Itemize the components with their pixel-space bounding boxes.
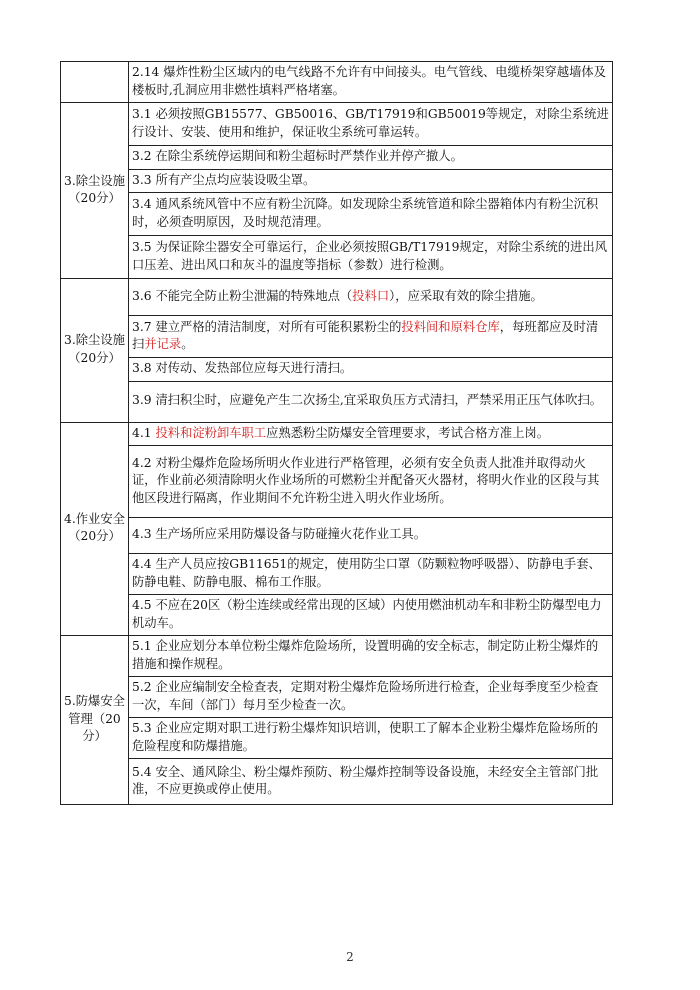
requirement-cell <box>129 279 613 316</box>
requirement-text: 5.1 企业应划分本单位粉尘爆炸危险场所，设置明确的安全标志，制定防止粉尘爆炸的措施和操作规程。 <box>132 639 599 671</box>
requirement-text: 3.6 不能完全防止粉尘泄漏的特殊地点（ <box>132 288 353 303</box>
requirement-cell <box>129 103 613 146</box>
table-row <box>61 169 613 193</box>
highlighted-text: 投料和淀粉卸车职工 <box>155 425 267 440</box>
requirement-text: 3.4 通风系统风管中不应有粉尘沉降。如发现除尘系统管道和除尘器箱体内有粉尘沉积时，必须查明原因，及时规范清理。 <box>132 197 599 229</box>
requirement-cell <box>129 422 613 446</box>
category-cell: 5.防爆安全管理（20分） <box>61 636 129 805</box>
requirement-text: 。 <box>181 337 194 351</box>
table-row <box>61 279 613 316</box>
requirement-cell <box>129 146 613 170</box>
table-row <box>61 193 613 236</box>
inspection-table <box>60 61 613 805</box>
requirement-text: 3.1 必须按照GB15577、GB50016、GB/T17919和GB50019等规定，对除尘系统进行设计、安装、使用和维护，保证收尘系统可靠运转。 <box>132 107 609 139</box>
category-cell: 4.作业安全（20分） <box>61 422 129 636</box>
table-row <box>61 381 613 422</box>
requirement-cell <box>129 718 613 759</box>
requirement-cell <box>129 62 613 103</box>
highlighted-text: 并记录 <box>144 337 182 351</box>
table-row <box>61 759 613 805</box>
page-number: 2 <box>346 950 354 964</box>
requirement-text: 4.3 生产场所应采用防爆设备与防碰撞火花作业工具。 <box>132 527 426 542</box>
requirement-text: 5.2 企业应编制安全检查表，定期对粉尘爆炸危险场所进行检查，企业每季度至少检查一次，车间（部门）每月至少检查一次。 <box>132 680 599 712</box>
highlighted-text: 投料间和原料仓库 <box>401 319 500 334</box>
requirement-text: 2.14 爆炸性粉尘区域内的电气线路不允许有中间接头。电气管线、电缆桥架穿越墙体及楼板时,孔洞应用非燃性填料严格堵塞。 <box>132 65 606 97</box>
requirement-cell <box>129 677 613 718</box>
requirement-text: 3.3 所有产尘点均应装设吸尘罩。 <box>132 172 316 187</box>
table-row <box>61 677 613 718</box>
requirement-text: 5.4 安全、通风除尘、粉尘爆炸预防、粉尘爆炸控制等设备设施，未经安全主管部门批准，不应更换或停止使用。 <box>132 764 599 796</box>
requirement-text: 应熟悉粉尘防爆安全管理要求，考试合格方准上岗。 <box>266 425 549 440</box>
requirement-text: 4.2 对粉尘爆炸危险场所明火作业进行严格管理，必须有安全负责人批准并取得动火证，作业前必须清除明火作业场所的可燃粉尘并配备灭火器材，将明火作业的区段与其他区段进行隔离，作业期间不允许粉尘进入明火作业场所。 <box>132 455 600 505</box>
requirement-text: ），应采取有效的除尘措施。 <box>389 288 543 303</box>
requirement-text: 4.5 不应在20区（粉尘连续或经常出现的区域）内使用燃油机动车和非粉尘防爆型电力机动车。 <box>132 598 602 630</box>
requirement-cell <box>129 358 613 382</box>
requirement-cell <box>129 316 613 358</box>
table-row <box>61 316 613 358</box>
inspection-table-container <box>60 61 613 805</box>
table-row <box>61 554 613 595</box>
table-row <box>61 236 613 279</box>
table-row <box>61 636 613 677</box>
table-row <box>61 62 613 103</box>
requirement-text: 4.4 生产人员应按GB11651的规定，使用防尘口罩（防颗粒物呼吸器）、防静电手套、防静电鞋、防静电服、棉布工作服。 <box>132 557 601 589</box>
requirement-cell <box>129 554 613 595</box>
requirement-cell <box>129 759 613 805</box>
category-cell: 3.除尘设施（20分） <box>61 103 129 279</box>
category-cell: 3.除尘设施（20分） <box>61 279 129 423</box>
table-row <box>61 595 613 636</box>
inspection-table-body <box>61 62 613 805</box>
requirement-cell <box>129 595 613 636</box>
table-row <box>61 358 613 382</box>
table-row <box>61 446 613 518</box>
table-row <box>61 422 613 446</box>
requirement-text: 3.9 清扫积尘时，应避免产生二次扬尘,宜采取负压方式清扫，严禁采用正压气体吹扫。 <box>132 393 603 408</box>
requirement-cell <box>129 193 613 236</box>
requirement-cell <box>129 636 613 677</box>
requirement-cell <box>129 236 613 279</box>
table-row <box>61 103 613 146</box>
requirement-text: 3.8 对传动、发热部位应每天进行清扫。 <box>132 361 353 375</box>
table-row <box>61 718 613 759</box>
requirement-text: 4.1 <box>132 425 156 440</box>
category-cell <box>61 62 129 103</box>
requirement-cell <box>129 169 613 193</box>
requirement-cell <box>129 381 613 422</box>
requirement-text: 3.2 在除尘系统停运期间和粉尘超标时严禁作业并停产撤人。 <box>132 149 463 163</box>
requirement-text: 3.5 为保证除尘器安全可靠运行，企业必须按照GB/T17919规定，对除尘系统的进出风口压差、进出风口和灰斗的温度等指标（参数）进行检测。 <box>132 240 607 272</box>
highlighted-text: 投料口 <box>352 288 390 303</box>
table-row <box>61 146 613 170</box>
requirement-cell <box>129 446 613 518</box>
requirement-cell <box>129 518 613 554</box>
requirement-text: 5.3 企业应定期对职工进行粉尘爆炸知识培训，使职工了解本企业粉尘爆炸危险场所的危险程度和防爆措施。 <box>132 721 599 753</box>
requirement-text: 3.7 建立严格的清洁制度，对所有可能积累粉尘的 <box>132 319 402 334</box>
table-row <box>61 518 613 554</box>
requirement-text: ，每班都应及时清扫 <box>132 319 599 351</box>
